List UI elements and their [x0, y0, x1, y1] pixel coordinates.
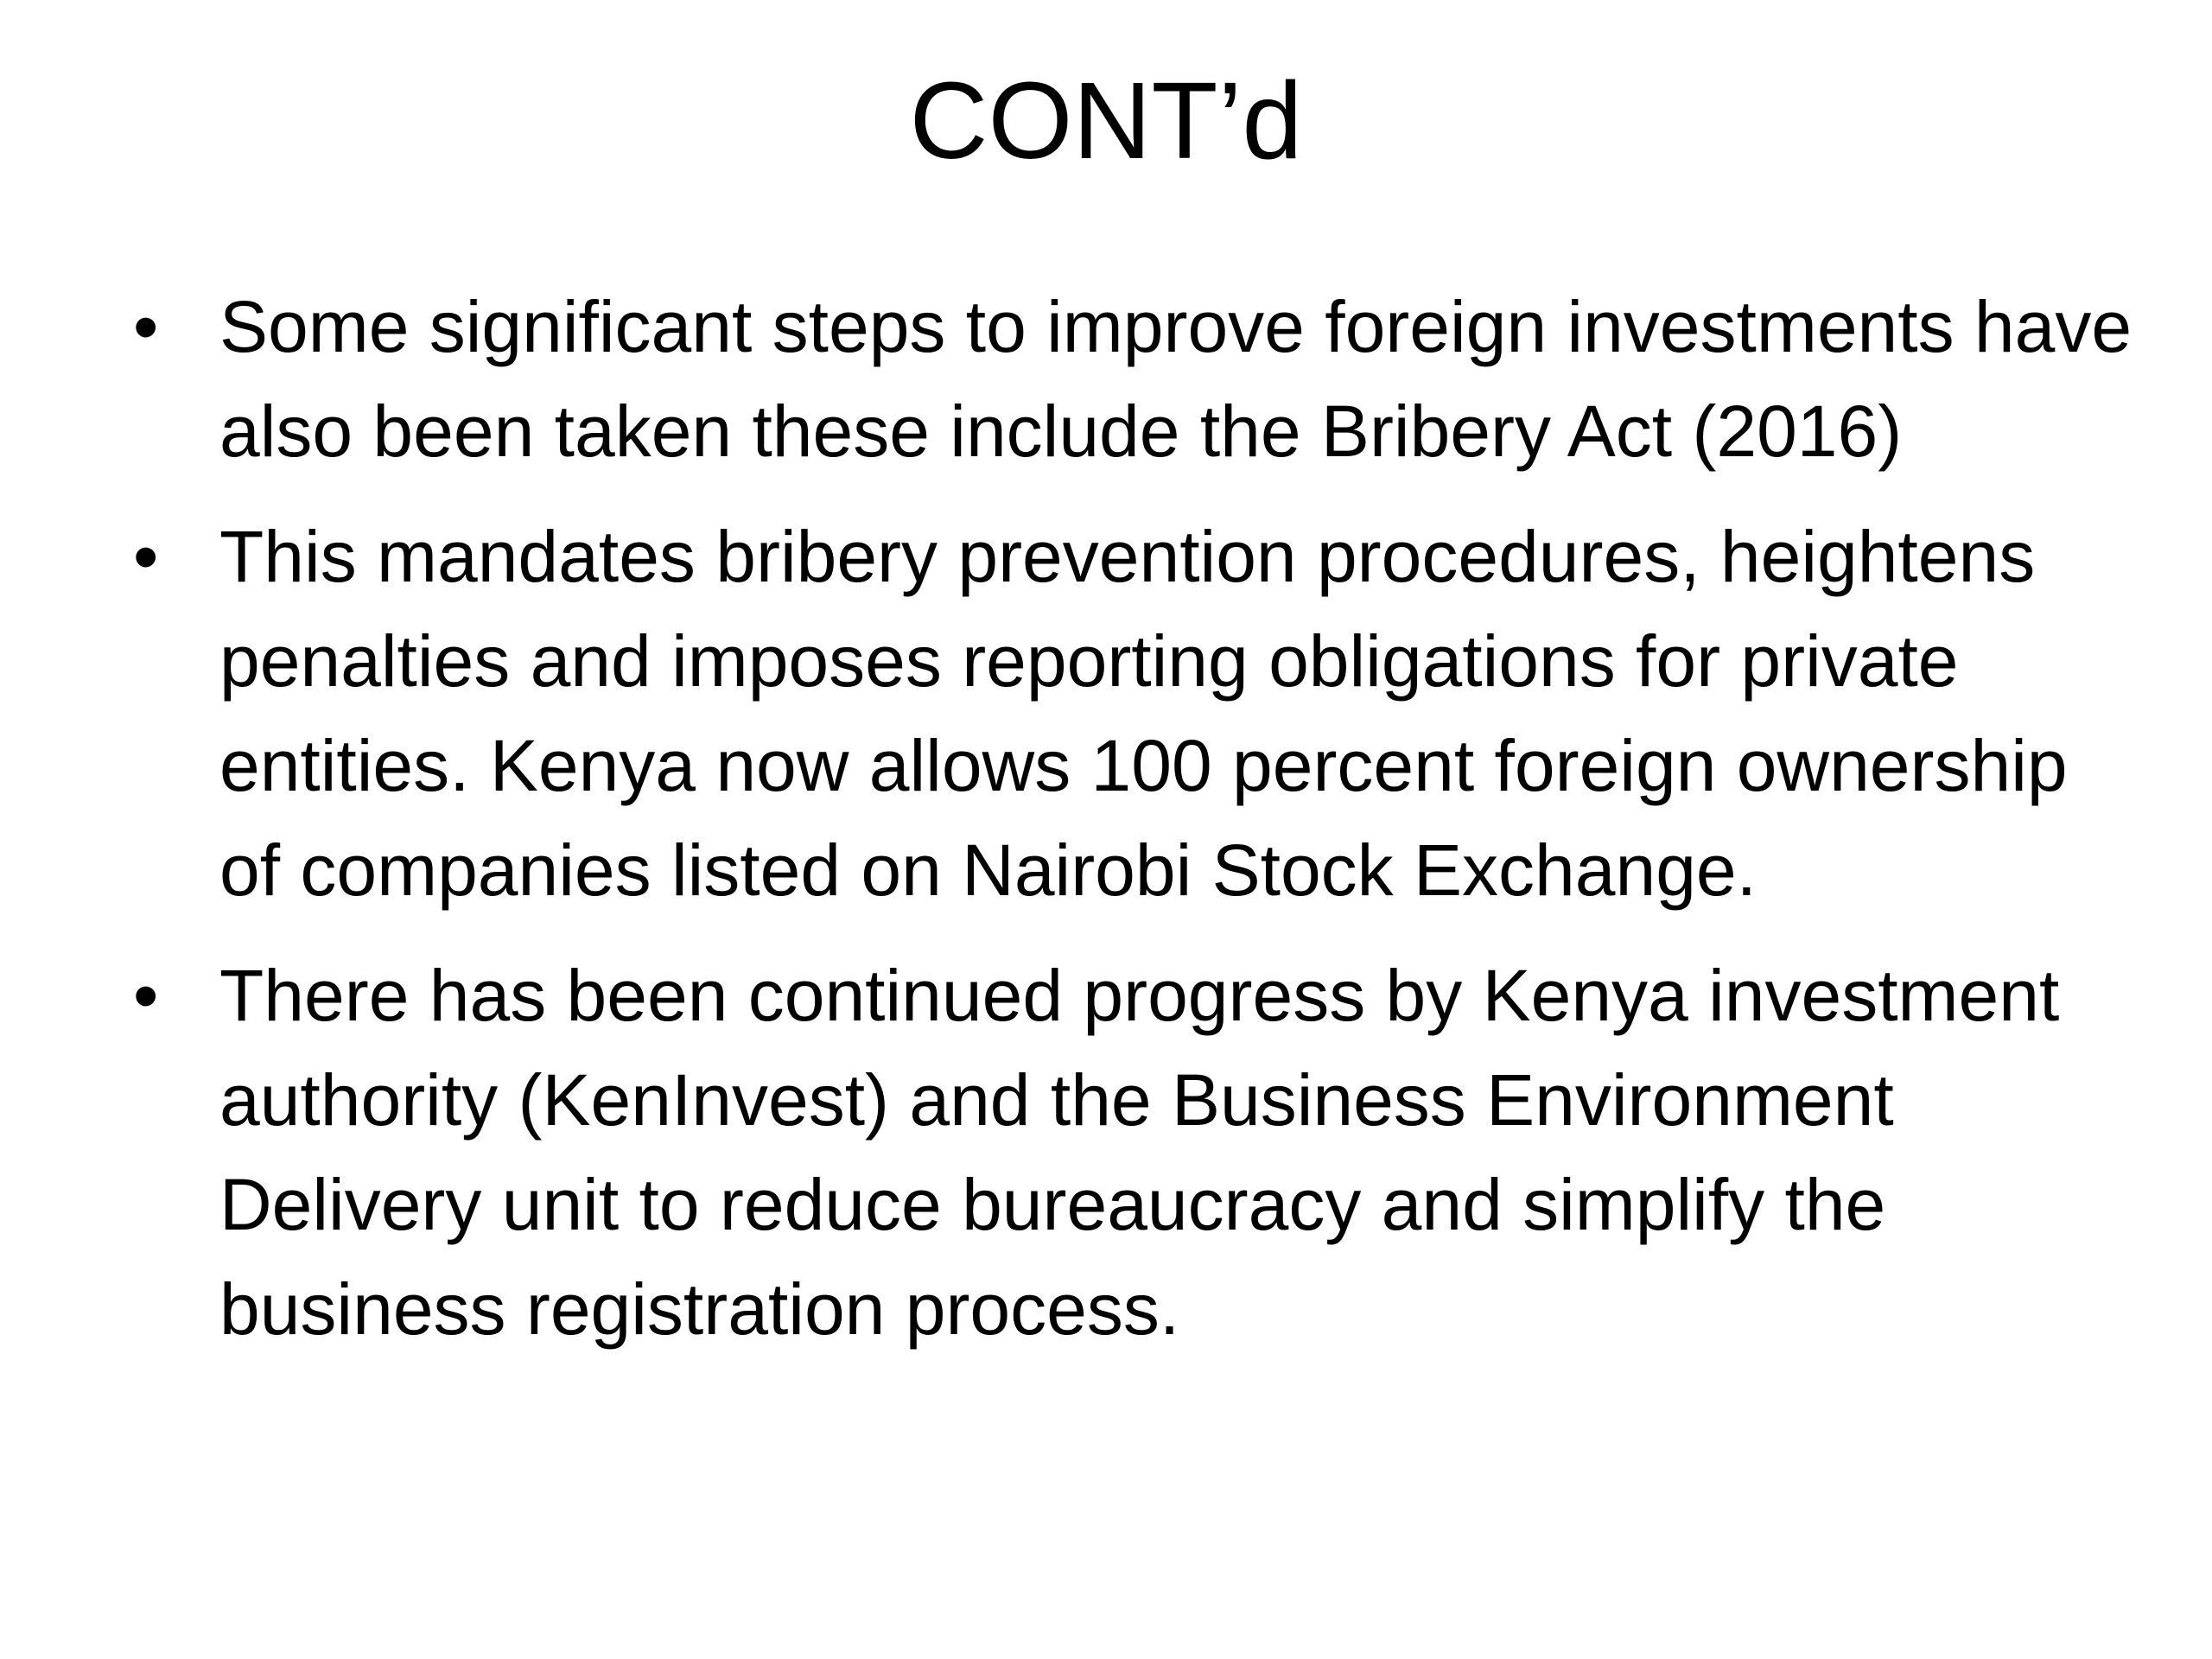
bullet-item: [130, 944, 2143, 1362]
bullet-item: [130, 275, 2143, 484]
bullet-item: [130, 505, 2143, 923]
bullet-dot-icon: •: [133, 955, 159, 1036]
bullet-dot-icon: •: [133, 286, 159, 367]
bullet-dot-icon: •: [133, 516, 159, 597]
bullet-list: [130, 275, 2143, 1382]
bullet-text: This mandates bribery prevention procedures, heightens penalties and imposes reporting obligations for private entities. Kenya now allows 100 percent foreign ownership of companies listed on Nairobi Stock Exchange.: [219, 516, 2068, 911]
bullet-text: There has been continued progress by Kenya investment authority (KenInvest) and the Business Environment Delivery unit to reduce bureaucracy and simplify the business registration process.: [219, 955, 2060, 1350]
slide-title: CONT’d: [909, 60, 1303, 181]
bullet-text: Some significant steps to improve foreign investments have also been taken these include the Bribery Act (2016): [219, 286, 2133, 472]
